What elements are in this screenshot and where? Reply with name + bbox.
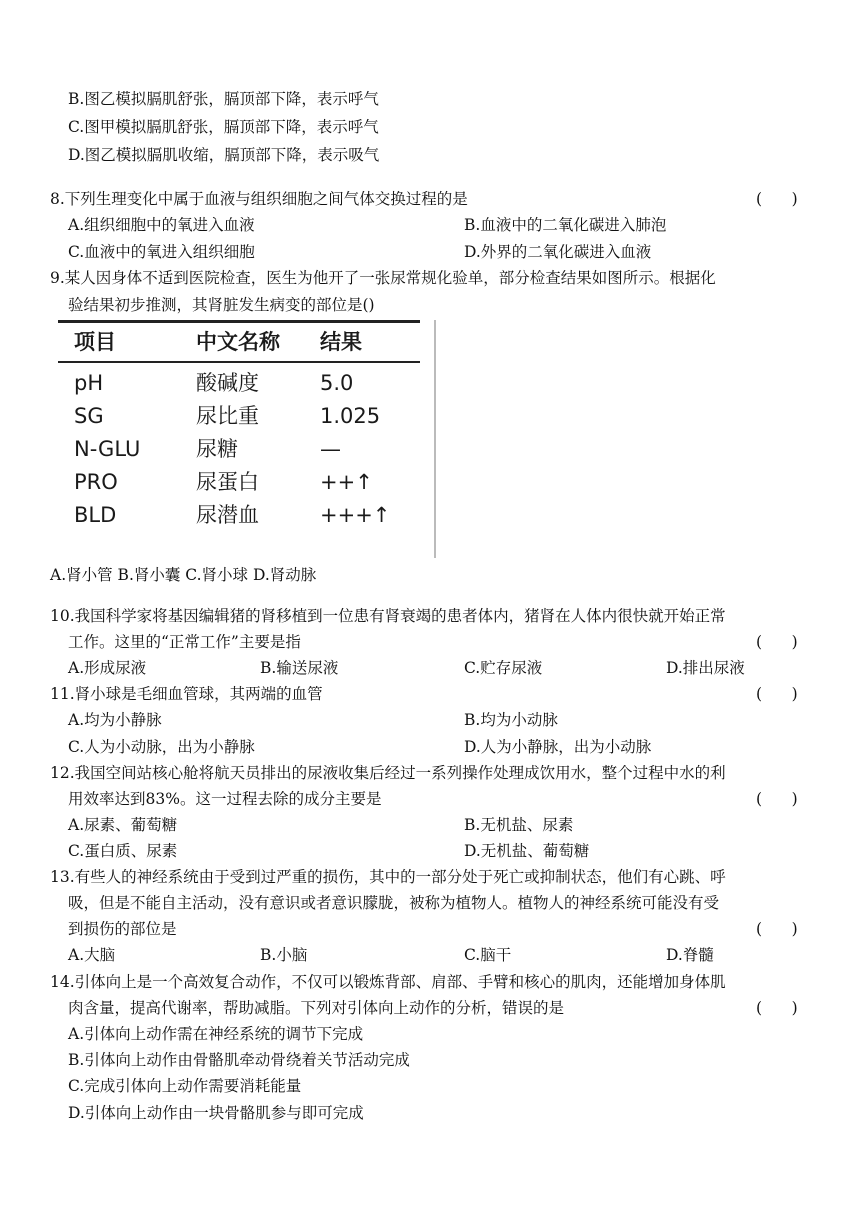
q12-stem-line1: 12.我国空间站核心舱将航天员排出的尿液收集后经过一系列操作处理成饮用水，整个过程中水的利 bbox=[50, 764, 726, 782]
q7-option-d: D.图乙模拟膈肌收缩，膈顶部下降，表示吸气 bbox=[68, 146, 380, 164]
q10-option-c: C.贮存尿液 bbox=[464, 659, 543, 677]
q11-option-c: C.人为小动脉，出为小静脉 bbox=[68, 738, 255, 756]
q10-answer-paren: ( ) bbox=[756, 633, 798, 651]
q8-answer-paren: ( ) bbox=[756, 190, 798, 208]
q7-option-c: C.图甲模拟膈肌舒张，膈顶部下降，表示呼气 bbox=[68, 118, 379, 136]
q8-option-a: A.组织细胞中的氧进入血液 bbox=[68, 216, 255, 234]
table-cell: 尿糖 bbox=[196, 437, 238, 461]
q11-option-d: D.人为小静脉，出为小动脉 bbox=[464, 738, 652, 756]
q13-option-d: D.脊髓 bbox=[666, 946, 714, 964]
table-cell: SG bbox=[74, 404, 104, 428]
table-cell: 尿潜血 bbox=[196, 503, 259, 527]
table-cell: pH bbox=[74, 371, 104, 395]
table-cell: N-GLU bbox=[74, 437, 141, 461]
table-cell: PRO bbox=[74, 470, 118, 494]
q13-stem-line3: 到损伤的部位是 bbox=[68, 920, 177, 938]
table-cell: 尿蛋白 bbox=[196, 470, 259, 494]
table-cell: ++↑ bbox=[320, 470, 373, 494]
q13-option-a: A.大脑 bbox=[68, 946, 116, 964]
q10-stem-line2: 工作。这里的“正常工作”主要是指 bbox=[68, 633, 301, 651]
q7-option-b: B.图乙模拟膈肌舒张，膈顶部下降，表示呼气 bbox=[68, 90, 379, 108]
q13-answer-paren: ( ) bbox=[756, 920, 798, 938]
q14-stem-line1: 14.引体向上是一个高效复合动作，不仅可以锻炼背部、肩部、手臂和核心的肌肉，还能增加身体肌 bbox=[50, 973, 726, 991]
table-cell: +++↑ bbox=[320, 503, 391, 527]
q8-option-c: C.血液中的氧进入组织细胞 bbox=[68, 243, 255, 261]
q13-stem-line1: 13.有些人的神经系统由于受到过严重的损伤，其中的一部分处于死亡或抑制状态，他们有心跳、呼 bbox=[50, 868, 726, 886]
q14-option-a: A.引体向上动作需在神经系统的调节下完成 bbox=[68, 1025, 364, 1043]
q14-option-b: B.引体向上动作由骨骼肌牵动骨绕着关节活动完成 bbox=[68, 1051, 410, 1069]
q11-answer-paren: ( ) bbox=[756, 685, 798, 703]
table-header-result: 结果 bbox=[320, 330, 362, 354]
q9-stem-line1: 9.某人因身体不适到医院检查，医生为他开了一张尿常规化验单，部分检查结果如图所示。根据化 bbox=[50, 269, 716, 287]
table-cell: 5.0 bbox=[320, 371, 354, 395]
q12-answer-paren: ( ) bbox=[756, 790, 798, 808]
table-header-rule bbox=[58, 361, 420, 363]
q14-option-d: D.引体向上动作由一块骨骼肌参与即可完成 bbox=[68, 1104, 364, 1122]
q11-option-a: A.均为小静脉 bbox=[68, 711, 162, 729]
q12-option-b: B.无机盐、尿素 bbox=[464, 816, 574, 834]
figure-edge bbox=[434, 320, 436, 558]
q8-option-d: D.外界的二氧化碳进入血液 bbox=[464, 243, 652, 261]
q12-option-d: D.无机盐、葡萄糖 bbox=[464, 842, 590, 860]
q12-option-c: C.蛋白质、尿素 bbox=[68, 842, 178, 860]
q10-option-b: B.输送尿液 bbox=[260, 659, 339, 677]
table-header-chinese-name: 中文名称 bbox=[196, 330, 280, 354]
q10-option-a: A.形成尿液 bbox=[68, 659, 147, 677]
q13-option-c: C.脑干 bbox=[464, 946, 512, 964]
table-cell: BLD bbox=[74, 503, 117, 527]
table-top-rule bbox=[58, 320, 420, 323]
q11-stem: 11.肾小球是毛细血管球，其两端的血管 bbox=[50, 685, 323, 703]
q14-answer-paren: ( ) bbox=[756, 999, 798, 1017]
table-cell: 尿比重 bbox=[196, 404, 259, 428]
q14-option-c: C.完成引体向上动作需要消耗能量 bbox=[68, 1077, 302, 1095]
q8-option-b: B.血液中的二氧化碳进入肺泡 bbox=[464, 216, 667, 234]
q9-options: A.肾小管 B.肾小囊 C.肾小球 D.肾动脉 bbox=[50, 566, 317, 584]
q14-stem-line2: 肉含量，提高代谢率，帮助减脂。下列对引体向上动作的分析，错误的是 bbox=[68, 999, 565, 1017]
table-header-item: 项目 bbox=[74, 330, 116, 354]
table-cell: — bbox=[320, 437, 341, 461]
q12-option-a: A.尿素、葡萄糖 bbox=[68, 816, 178, 834]
table-cell: 1.025 bbox=[320, 404, 381, 428]
q12-stem-line2: 用效率达到83%。这一过程去除的成分主要是 bbox=[68, 790, 382, 808]
q8-stem: 8.下列生理变化中属于血液与组织细胞之间气体交换过程的是 bbox=[50, 190, 468, 208]
q13-option-b: B.小脑 bbox=[260, 946, 308, 964]
q13-stem-line2: 吸，但是不能自主活动，没有意识或者意识朦胧，被称为植物人。植物人的神经系统可能没有受 bbox=[68, 894, 720, 912]
q10-option-d: D.排出尿液 bbox=[666, 659, 745, 677]
q11-option-b: B.均为小动脉 bbox=[464, 711, 558, 729]
q10-stem-line1: 10.我国科学家将基因编辑猪的肾移植到一位患有肾衰竭的患者体内，猪肾在人体内很快就开始正常 bbox=[50, 607, 726, 625]
urinalysis-table-figure bbox=[58, 320, 438, 558]
q9-stem-line2: 验结果初步推测，其肾脏发生病变的部位是() bbox=[68, 296, 375, 314]
table-cell: 酸碱度 bbox=[196, 371, 259, 395]
